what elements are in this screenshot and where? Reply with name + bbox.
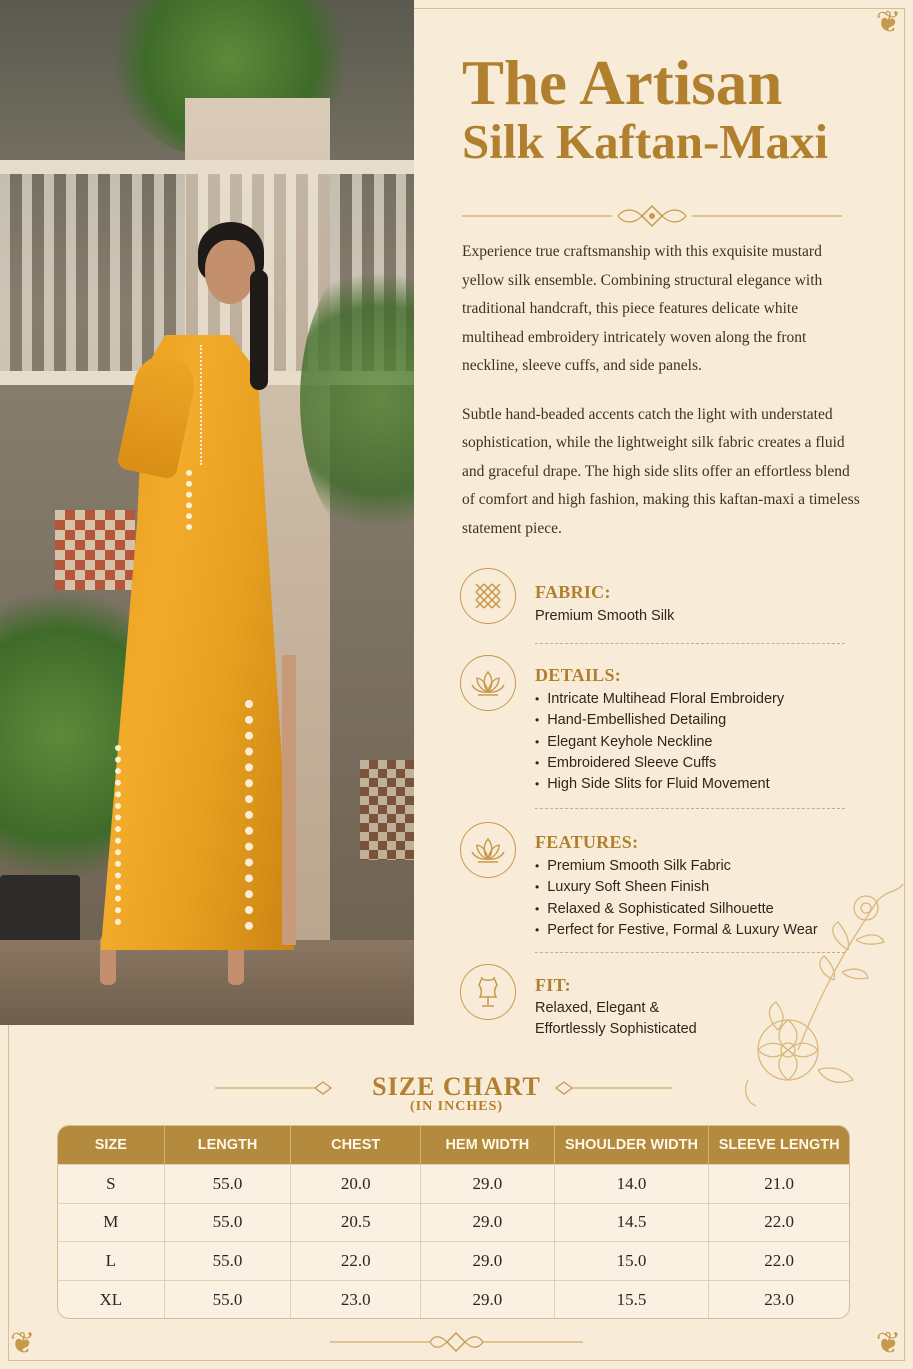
- column-header: CHEST: [291, 1126, 421, 1164]
- table-cell: 23.0: [709, 1280, 849, 1319]
- product-photo: [0, 0, 414, 1025]
- table-cell: 29.0: [421, 1241, 555, 1280]
- fabric-heading: FABRIC:: [535, 582, 611, 602]
- spec-divider: [535, 808, 845, 809]
- fabric-text: Premium Smooth Silk: [535, 608, 675, 624]
- lotus-icon: [460, 655, 516, 711]
- table-header-row: [58, 1126, 849, 1164]
- corner-ornament-icon: ❦: [875, 5, 901, 40]
- table-cell: 55.0: [165, 1203, 292, 1242]
- size-chart-heading: [0, 1072, 913, 1115]
- table-cell: 55.0: [165, 1164, 292, 1203]
- table-cell: 22.0: [291, 1241, 421, 1280]
- description-paragraph: Subtle hand-beaded accents catch the light with understated sophistication, while the lightweight silk fabric creates a fluid and graceful drape. The high side slits offer an effortless blend of comfort and high fashion, making this kaftan-maxi a timeless statement piece.: [462, 405, 860, 537]
- corner-ornament-icon: ❦: [875, 1326, 901, 1361]
- list-item: • Premium Smooth Silk Fabric: [535, 856, 845, 877]
- dress-form-icon: [460, 964, 516, 1020]
- table-cell: 20.5: [291, 1203, 421, 1242]
- table-cell: 55.0: [165, 1241, 292, 1280]
- table-row: [58, 1164, 849, 1203]
- description-paragraph: Experience true craftsmanship with this exquisite mustard yellow silk ensemble. Combining structural elegance with traditional handcraft, this piece features delicate white multihead embroidery intricately woven along the front neckline, sleeve cuffs, and side panels.: [462, 243, 823, 374]
- table-cell: XL: [58, 1280, 165, 1319]
- column-header: SLEEVE LENGTH: [709, 1126, 849, 1164]
- table-cell: 29.0: [421, 1164, 555, 1203]
- size-chart-table: [57, 1125, 850, 1319]
- title-line-1: The Artisan: [462, 48, 783, 118]
- product-title: [462, 48, 902, 169]
- fit-heading: FIT:: [535, 975, 571, 995]
- fit-text-line-1: Relaxed, Elegant &: [535, 1000, 660, 1016]
- features-heading: FEATURES:: [535, 832, 639, 852]
- list-item: • Hand-Embellished Detailing: [535, 710, 845, 731]
- spec-divider: [535, 643, 845, 644]
- list-item: • Intricate Multihead Floral Embroidery: [535, 689, 845, 710]
- table-cell: 21.0: [709, 1164, 849, 1203]
- table-row: [58, 1203, 849, 1242]
- list-item: • Embroidered Sleeve Cuffs: [535, 753, 845, 774]
- table-cell: 23.0: [291, 1280, 421, 1319]
- woven-fabric-icon: [460, 568, 516, 624]
- size-chart-subtitle: (IN INCHES): [409, 1099, 504, 1114]
- table-cell: 14.0: [555, 1164, 710, 1203]
- column-header: LENGTH: [165, 1126, 292, 1164]
- table-cell: 29.0: [421, 1280, 555, 1319]
- list-item: • Perfect for Festive, Formal & Luxury Wear: [535, 920, 845, 941]
- title-line-2: Silk Kaftan-Maxi: [462, 114, 829, 169]
- table-cell: S: [58, 1164, 165, 1203]
- list-item: • Relaxed & Sophisticated Silhouette: [535, 899, 845, 920]
- title-divider-ornament-icon: [462, 204, 842, 228]
- table-cell: 20.0: [291, 1164, 421, 1203]
- corner-ornament-icon: ❦: [10, 1326, 36, 1361]
- column-header: HEM WIDTH: [421, 1126, 555, 1164]
- column-header: SHOULDER WIDTH: [555, 1126, 710, 1164]
- table-cell: 22.0: [709, 1241, 849, 1280]
- bottom-ornament-icon: [330, 1330, 583, 1354]
- lotus-icon: [460, 822, 516, 878]
- details-list: [535, 689, 845, 795]
- table-cell: L: [58, 1241, 165, 1280]
- table-cell: 14.5: [555, 1203, 710, 1242]
- list-item: • High Side Slits for Fluid Movement: [535, 774, 845, 795]
- table-row: [58, 1241, 849, 1280]
- table-cell: M: [58, 1203, 165, 1242]
- fit-text-line-2: Effortlessly Sophisticated: [535, 1021, 697, 1038]
- list-item: • Elegant Keyhole Neckline: [535, 732, 845, 753]
- column-header: SIZE: [58, 1126, 165, 1164]
- details-heading: DETAILS:: [535, 665, 622, 685]
- product-description: [462, 238, 862, 543]
- list-item: • Luxury Soft Sheen Finish: [535, 877, 845, 898]
- table-cell: 15.5: [555, 1280, 710, 1319]
- table-cell: 55.0: [165, 1280, 292, 1319]
- table-cell: 22.0: [709, 1203, 849, 1242]
- table-cell: 29.0: [421, 1203, 555, 1242]
- size-chart-title: SIZE CHART: [372, 1072, 541, 1101]
- table-cell: 15.0: [555, 1241, 710, 1280]
- table-row: [58, 1280, 849, 1319]
